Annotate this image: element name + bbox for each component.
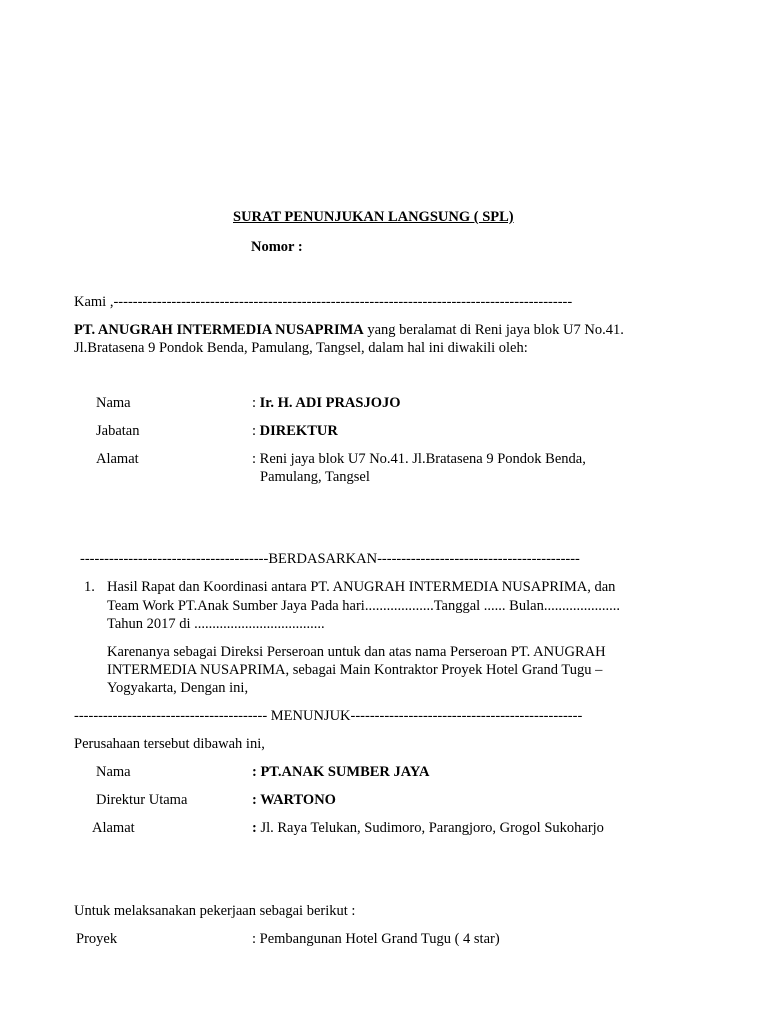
menunjuk-direktur-value: : WARTONO (252, 792, 336, 808)
rep-alamat-label: Alamat (96, 451, 139, 467)
berdasarkan-divider: ---------------------------------------BERDASARKAN------------------------------------------ (80, 551, 580, 567)
menunjuk-direktur-label: Direktur Utama (96, 792, 188, 808)
list-item-line-1: Hasil Rapat dan Koordinasi antara PT. ANUGRAH INTERMEDIA NUSAPRIMA, dan (107, 579, 616, 595)
menunjuk-nama-value: : PT.ANAK SUMBER JAYA (252, 764, 430, 780)
proyek-value: : Pembangunan Hotel Grand Tugu ( 4 star) (252, 931, 500, 947)
karena-line-3: Yogyakarta, Dengan ini, (107, 680, 249, 696)
address-part-1: yang beralamat di Reni jaya blok U7 No.41. (363, 322, 624, 338)
menunjuk-alamat-value: : Jl. Raya Telukan, Sudimoro, Parangjoro, Grogol Sukoharjo (252, 820, 604, 836)
rep-nama-value: : Ir. H. ADI PRASJOJO (252, 395, 401, 411)
menunjuk-alamat-label: Alamat (92, 820, 135, 836)
karena-line-1: Karenanya sebagai Direksi Perseroan untuk dan atas nama Perseroan PT. ANUGRAH (107, 644, 606, 660)
menunjuk-intro: Perusahaan tersebut dibawah ini, (74, 736, 265, 752)
letter-title: SURAT PENUNJUKAN LANGSUNG ( SPL) (233, 209, 514, 225)
rep-nama-label: Nama (96, 395, 131, 411)
list-item-line-3: Tahun 2017 di .................................... (107, 616, 325, 632)
list-item-number: 1. (84, 579, 95, 595)
menunjuk-nama-label: Nama (96, 764, 131, 780)
intro-address-line-2: Jl.Bratasena 9 Pondok Benda, Pamulang, Tangsel, dalam hal ini diwakili oleh: (74, 340, 528, 356)
menunjuk-divider: ---------------------------------------- MENUNJUK------------------------------------------------ (74, 708, 583, 724)
nomor-label: Nomor : (251, 239, 303, 255)
kami-line: Kami ,----------------------------------------------------------------------------------------------- (74, 294, 573, 310)
rep-alamat-line-1: : Reni jaya blok U7 No.41. Jl.Bratasena 9 Pondok Benda, (252, 451, 586, 467)
company-name: PT. ANUGRAH INTERMEDIA NUSAPRIMA (74, 322, 364, 338)
list-item-line-2: Team Work PT.Anak Sumber Jaya Pada hari...................Tanggal ...... Bulan..................... (107, 598, 620, 614)
rep-jabatan-value: : DIREKTUR (252, 423, 338, 439)
pekerjaan-intro: Untuk melaksanakan pekerjaan sebagai berikut : (74, 903, 356, 919)
proyek-label: Proyek (76, 931, 118, 947)
rep-alamat-line-2: Pamulang, Tangsel (260, 469, 370, 485)
karena-line-2: INTERMEDIA NUSAPRIMA, sebagai Main Kontraktor Proyek Hotel Grand Tugu – (107, 662, 603, 678)
rep-jabatan-label: Jabatan (96, 423, 140, 439)
intro-address-line-1 (74, 321, 624, 339)
